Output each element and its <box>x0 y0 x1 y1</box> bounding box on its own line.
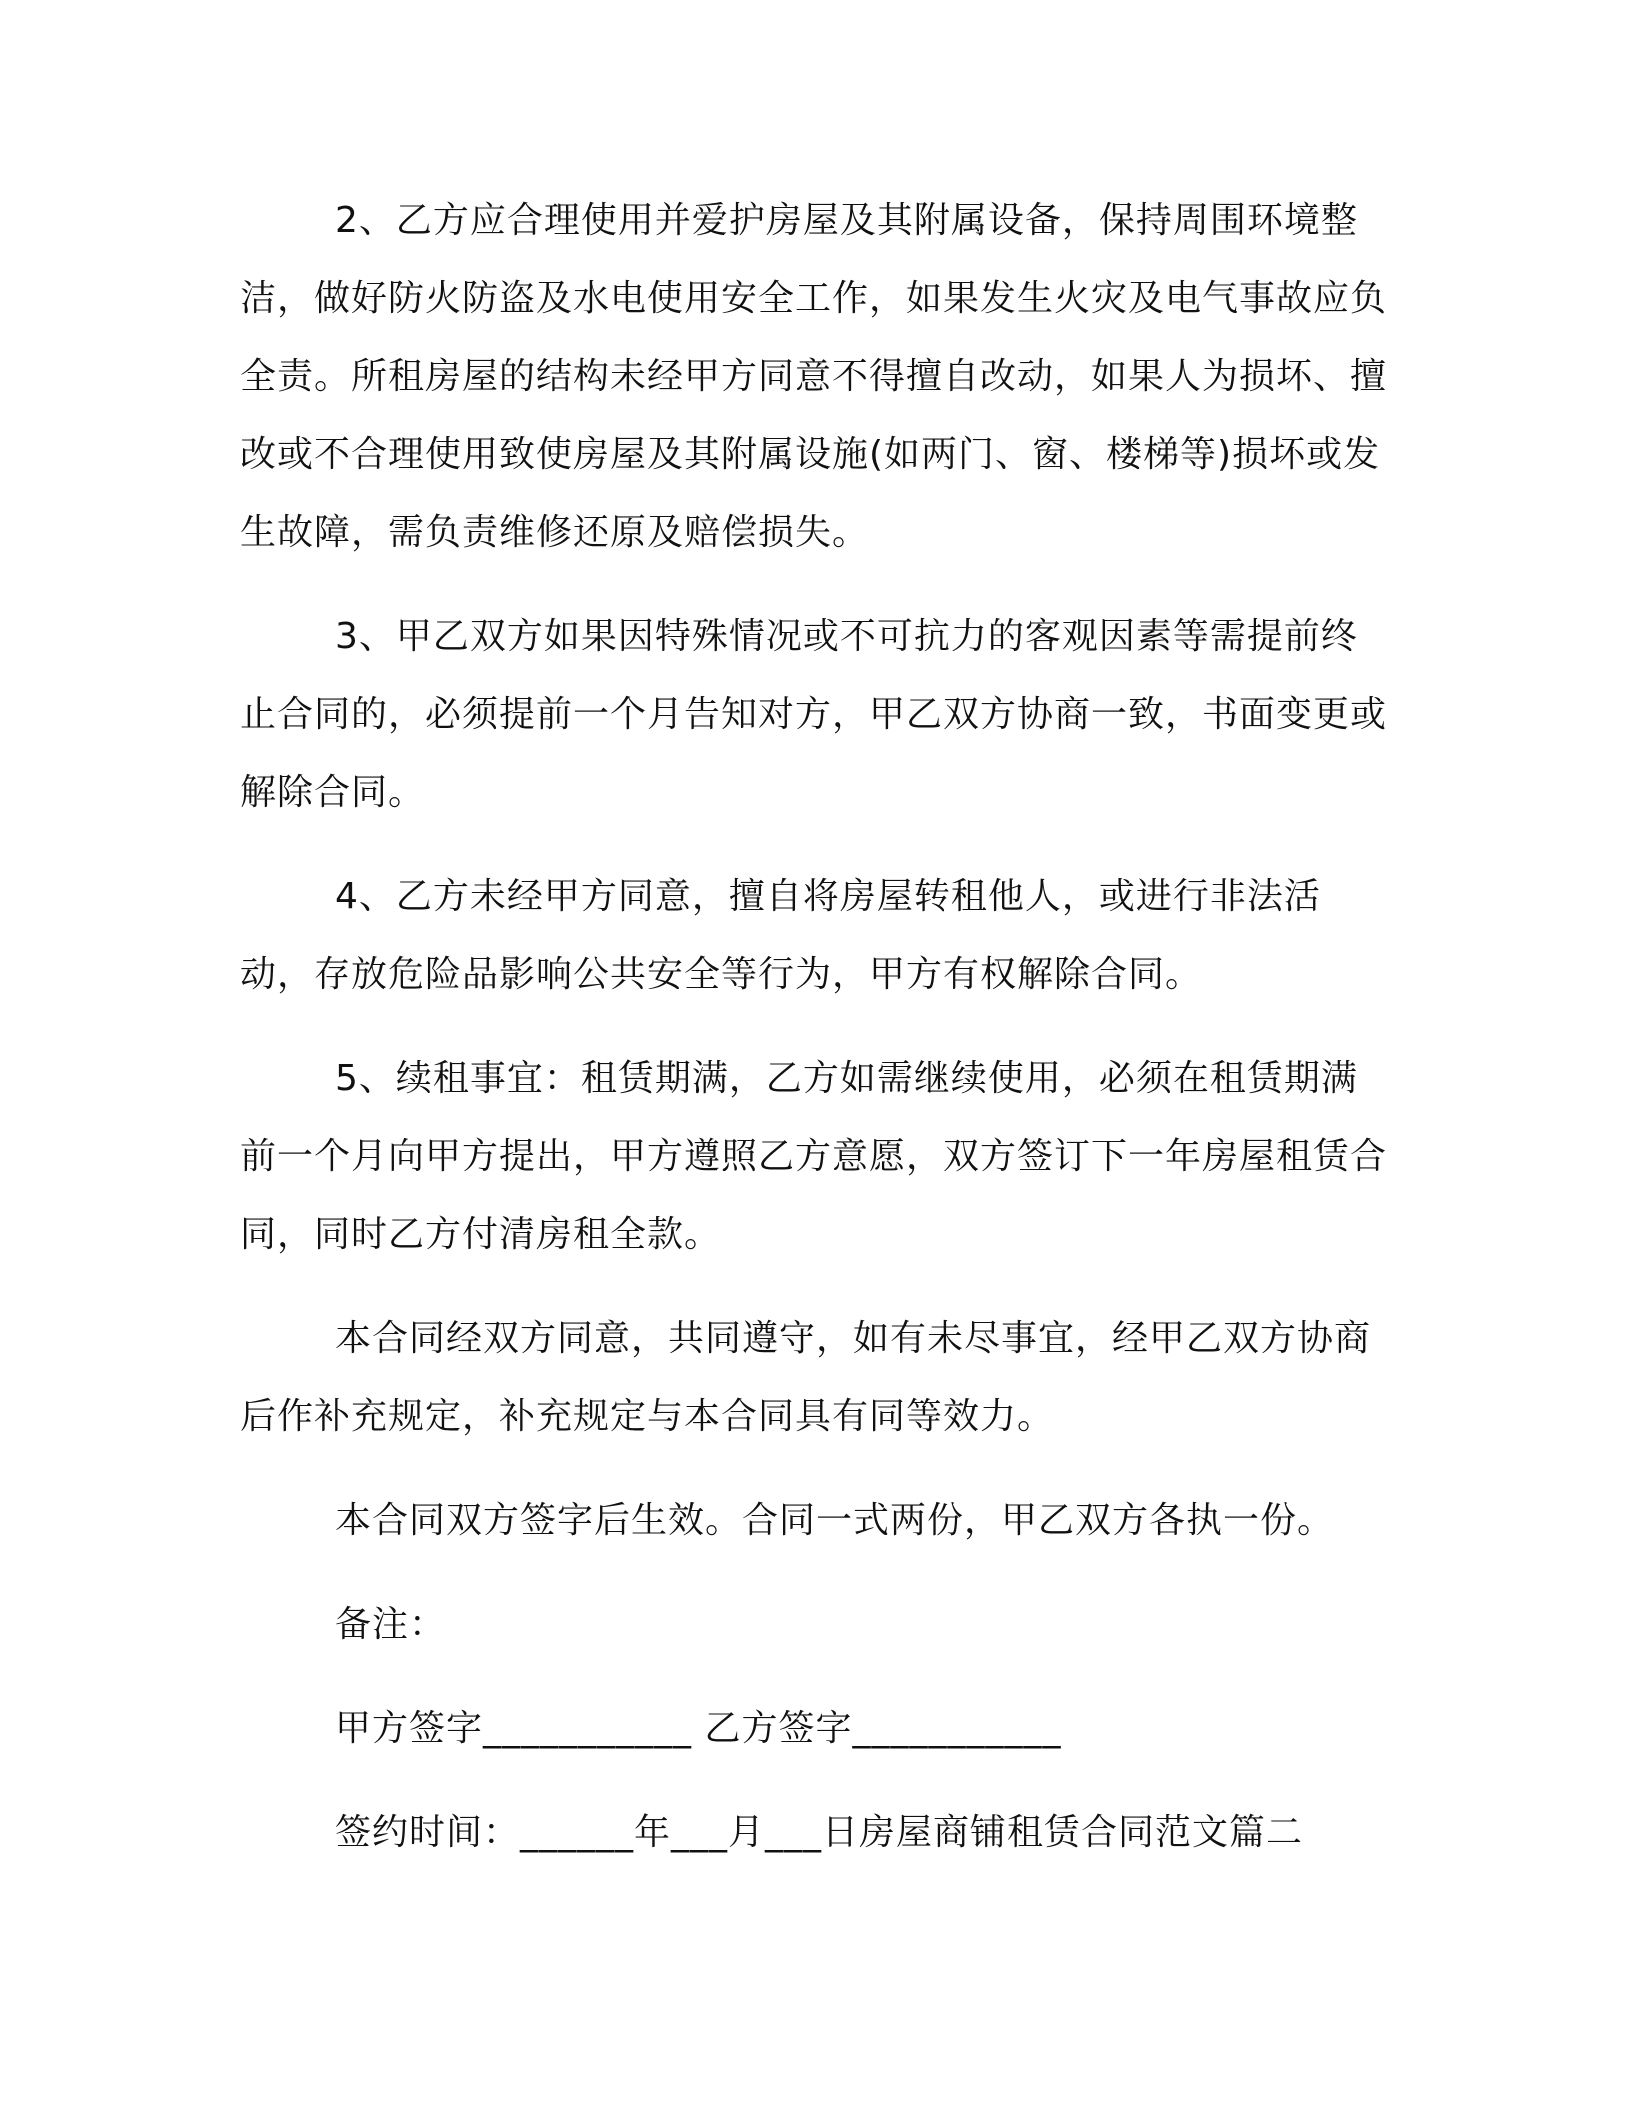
supplementary-terms-paragraph: 本合同经双方同意，共同遵守，如有未尽事宜，经甲乙双方协商后作补充规定，补充规定与本合同具有同等效力。 <box>240 1318 1372 1437</box>
clause-4-paragraph: 4、乙方未经甲方同意，擅自将房屋转租他人，或进行非法活动，存放危险品影响公共安全等行为，甲方有权解除合同。 <box>240 876 1321 995</box>
clause-2-paragraph: 2、乙方应合理使用并爱护房屋及其附属设备，保持周围环境整洁，做好防火防盗及水电使用安全工作，如果发生火灾及电气事故应负全责。所租房屋的结构未经甲方同意不得擅自改动，如果人为损坏、擅改或不合理使用致使房屋及其附属设施(如两门、窗、楼梯等)损坏或发生故障，需负责维修还原及赔偿损失。 <box>240 200 1388 553</box>
signing-date-line: 签约时间：______年___月___日房屋商铺租赁合同范文篇二 <box>335 1812 1304 1853</box>
clause-5-paragraph: 5、续租事宜：租赁期满，乙方如需继续使用，必须在租赁期满前一个月向甲方提出，甲方遵照乙方意愿，双方签订下一年房屋租赁合同，同时乙方付清房租全款。 <box>240 1058 1388 1255</box>
effective-clause-line: 本合同双方签字后生效。合同一式两份，甲乙双方各执一份。 <box>335 1500 1335 1541</box>
clause-3-paragraph: 3、甲乙双方如果因特殊情况或不可抗力的客观因素等需提前终止合同的，必须提前一个月告知对方，甲乙双方协商一致，书面变更或解除合同。 <box>240 616 1388 813</box>
document-body <box>240 182 1390 1898</box>
signature-line: 甲方签字___________ 乙方签字___________ <box>335 1708 1062 1749</box>
remarks-label: 备注： <box>335 1604 447 1645</box>
